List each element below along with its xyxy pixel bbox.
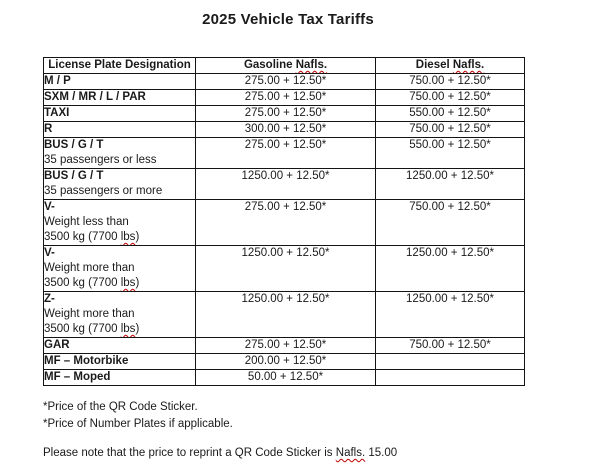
- gasoline-value-cell: 50.00 + 12.50*: [196, 370, 376, 386]
- gasoline-value-cell: 1250.00 + 12.50*: [196, 169, 376, 200]
- table-row: [44, 200, 525, 246]
- footnote-number-plates: *Price of Number Plates if applicable.: [43, 418, 233, 430]
- designation-line: [44, 200, 195, 215]
- designation-line: [44, 215, 195, 230]
- designation-cell: [44, 292, 196, 338]
- text-segment: R: [44, 123, 53, 135]
- text-segment: 35 passengers or less: [44, 154, 157, 166]
- text-segment: Gasoline: [243, 59, 296, 71]
- text-segment: ): [135, 231, 140, 243]
- text-segment: 3500 kg (7700: [44, 323, 121, 335]
- header-diesel-nafls: [376, 58, 525, 74]
- gasoline-value-cell: 275.00 + 12.50*: [196, 90, 376, 106]
- text-segment: Weight less than: [44, 216, 129, 228]
- gasoline-value-cell: 275.00 + 12.50*: [196, 138, 376, 169]
- diesel-value-cell: 750.00 + 12.50*: [376, 122, 525, 138]
- table-body: [44, 74, 525, 386]
- gasoline-value-cell: 1250.00 + 12.50*: [196, 246, 376, 292]
- gasoline-value-cell: 200.00 + 12.50*: [196, 354, 376, 370]
- designation-line: [44, 153, 195, 168]
- text-segment: 15.00: [365, 447, 398, 459]
- diesel-value-cell: 1250.00 + 12.50*: [376, 292, 525, 338]
- designation-line: [44, 370, 195, 385]
- diesel-value-cell: 750.00 + 12.50*: [376, 74, 525, 90]
- text-segment: M / P: [44, 75, 71, 87]
- designation-cell: [44, 246, 196, 292]
- table-row: [44, 338, 525, 354]
- designation-cell: [44, 354, 196, 370]
- table-row: [44, 74, 525, 90]
- diesel-value-cell: 1250.00 + 12.50*: [376, 246, 525, 292]
- diesel-value-cell: 550.00 + 12.50*: [376, 106, 525, 122]
- designation-line: [44, 338, 195, 353]
- designation-line: [44, 261, 195, 276]
- text-segment: TAXI: [44, 107, 70, 119]
- text-segment: BUS / G / T: [44, 170, 104, 182]
- gasoline-value-cell: 275.00 + 12.50*: [196, 74, 376, 90]
- designation-cell: [44, 138, 196, 169]
- text-segment: 3500 kg (7700: [44, 277, 121, 289]
- text-segment: ): [135, 323, 140, 335]
- text-segment: GAR: [44, 339, 70, 351]
- header-gasoline-nafls: [196, 58, 376, 74]
- text-segment: V-: [44, 201, 55, 213]
- designation-line: [44, 169, 195, 184]
- text-segment: MF – Motorbike: [44, 355, 129, 367]
- diesel-value-cell: 750.00 + 12.50*: [376, 200, 525, 246]
- footer-notes: [43, 399, 397, 462]
- table-row: [44, 90, 525, 106]
- designation-cell: [44, 122, 196, 138]
- table-row: [44, 354, 525, 370]
- designation-cell: [44, 200, 196, 246]
- gasoline-value-cell: 275.00 + 12.50*: [196, 106, 376, 122]
- text-segment: SXM / MR / L / PAR: [44, 91, 146, 103]
- designation-line: [44, 74, 195, 89]
- table-header-row: [44, 58, 525, 74]
- footnote-qr-code-sticker: *Price of the QR Code Sticker.: [43, 401, 198, 413]
- gasoline-value-cell: 275.00 + 12.50*: [196, 200, 376, 246]
- designation-line: [44, 138, 195, 153]
- gasoline-value-cell: 275.00 + 12.50*: [196, 338, 376, 354]
- misspelled-word: lbs: [120, 277, 136, 289]
- text-segment: License Plate Designation: [48, 59, 191, 71]
- designation-line: [44, 106, 195, 121]
- gasoline-value-cell: 1250.00 + 12.50*: [196, 292, 376, 338]
- text-segment: Please note that the price to reprint a QR Code Sticker is: [43, 447, 336, 459]
- misspelled-word: Nafls.: [335, 447, 366, 459]
- text-segment: ): [135, 277, 140, 289]
- diesel-value-cell: [376, 354, 525, 370]
- designation-line: [44, 184, 195, 199]
- table-row: [44, 370, 525, 386]
- table-row: [44, 169, 525, 200]
- page-title: 2025 Vehicle Tax Tariffs: [202, 11, 374, 28]
- designation-line: [44, 246, 195, 261]
- diesel-value-cell: [376, 370, 525, 386]
- designation-cell: [44, 74, 196, 90]
- reprint-note: [43, 445, 397, 462]
- table-row: [44, 292, 525, 338]
- text-segment: 3500 kg (7700: [44, 231, 121, 243]
- gasoline-value-cell: 300.00 + 12.50*: [196, 122, 376, 138]
- table-row: [44, 246, 525, 292]
- table-row: [44, 106, 525, 122]
- text-segment: BUS / G / T: [44, 139, 104, 151]
- designation-cell: [44, 338, 196, 354]
- header-license-plate-designation: [44, 58, 196, 74]
- diesel-value-cell: 750.00 + 12.50*: [376, 90, 525, 106]
- designation-line: [44, 322, 195, 337]
- diesel-value-cell: 1250.00 + 12.50*: [376, 169, 525, 200]
- designation-line: [44, 292, 195, 307]
- designation-line: [44, 276, 195, 291]
- text-segment: 35 passengers or more: [44, 185, 163, 197]
- text-segment: MF – Moped: [44, 371, 111, 383]
- designation-line: [44, 90, 195, 105]
- text-segment: Weight more than: [44, 308, 135, 320]
- designation-line: [44, 230, 195, 245]
- text-segment: Weight more than: [44, 262, 135, 274]
- text-segment: Z-: [44, 293, 55, 305]
- designation-line: [44, 354, 195, 369]
- designation-line: [44, 307, 195, 322]
- diesel-value-cell: 550.00 + 12.50*: [376, 138, 525, 169]
- misspelled-word: Nafls.: [452, 59, 485, 71]
- designation-cell: [44, 370, 196, 386]
- table-row: [44, 122, 525, 138]
- misspelled-word: Nafls.: [295, 59, 328, 71]
- text-segment: Diesel: [415, 59, 453, 71]
- designation-cell: [44, 90, 196, 106]
- text-segment: V-: [44, 247, 55, 259]
- designation-cell: [44, 106, 196, 122]
- vehicle-tax-tariff-table: [43, 57, 525, 386]
- designation-line: [44, 122, 195, 137]
- designation-cell: [44, 169, 196, 200]
- misspelled-word: lbs: [120, 323, 136, 335]
- table-row: [44, 138, 525, 169]
- diesel-value-cell: 750.00 + 12.50*: [376, 338, 525, 354]
- misspelled-word: lbs: [120, 231, 136, 243]
